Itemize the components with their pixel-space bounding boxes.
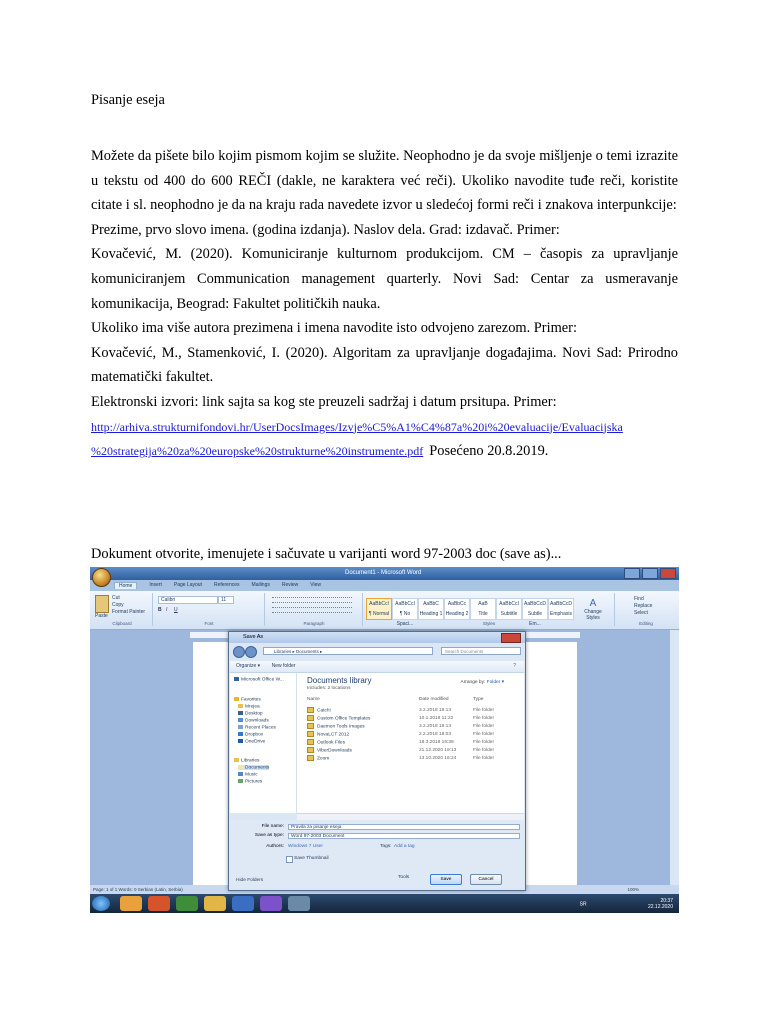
maximize-button[interactable] — [642, 568, 658, 579]
close-button[interactable] — [660, 568, 676, 579]
style-title[interactable]: AaB Title — [470, 598, 496, 620]
nav-dropbox[interactable]: Dropbox — [238, 732, 263, 737]
tab-references[interactable]: References — [213, 582, 240, 588]
file-row[interactable]: ViberDownloads 21.12.2020 19:13 File folder — [307, 747, 520, 755]
horizontal-scrollbar[interactable] — [297, 813, 524, 820]
file-row[interactable]: Custom Office Templates 10.1.2018 11:22 File folder — [307, 715, 520, 723]
hide-folders-button[interactable]: Hide Folders — [236, 878, 264, 883]
save-thumbnail-label: Save Thumbnail — [294, 856, 329, 861]
organize-button[interactable]: Organize ▾ — [236, 663, 261, 669]
arrange-by[interactable]: Arrange by: Folder ▾ — [460, 680, 504, 685]
folder-icon — [307, 739, 314, 745]
tab-home[interactable]: Home — [114, 582, 137, 589]
nav-desktop[interactable]: Desktop — [238, 711, 263, 716]
tray-time: 20:37 — [660, 898, 673, 904]
style-heading-2[interactable]: AaBbCc Heading 2 — [444, 598, 470, 620]
window-controls — [624, 568, 676, 579]
nav-pictures[interactable]: Pictures — [238, 779, 262, 784]
change-styles-icon: A — [589, 598, 597, 609]
styles-label: Styles — [482, 621, 496, 626]
dialog-titlebar — [229, 632, 525, 643]
paragraph-label: Paragraph — [303, 621, 325, 626]
source-link-line-1[interactable]: http://arhiva.strukturnifondovi.hr/UserDocsImages/Izvje%C5%A1%C4%87a%20i%20evaluacije/Evaluacijska — [91, 419, 623, 434]
file-row[interactable]: Zoom 13.10.2020 16:24 File folder — [307, 755, 520, 763]
save-fields — [230, 820, 524, 888]
paragraph-electronic-sources: Elektronski izvori: link sajta sa kog ste preuzeli sadržaj i datum prsitupa. Primer: — [91, 393, 557, 410]
recent-places-icon — [238, 725, 243, 729]
dialog-navigation — [233, 646, 521, 658]
nav-favorites[interactable]: Favorites — [234, 697, 261, 702]
back-icon[interactable] — [233, 646, 245, 658]
office-icon — [234, 677, 239, 681]
column-date[interactable]: Date modified — [419, 697, 449, 702]
nav-recent-places[interactable]: Recent Places — [238, 725, 276, 730]
excel-icon[interactable] — [176, 896, 198, 911]
copy-button[interactable]: Copy — [112, 602, 124, 608]
document-body — [91, 144, 678, 464]
explorer-icon[interactable] — [204, 896, 226, 911]
style-emphasis[interactable]: AaBbCcD Emphasis — [548, 598, 574, 620]
find-button[interactable]: Find — [634, 596, 644, 602]
star-icon — [234, 697, 239, 701]
pictures-icon — [238, 779, 243, 783]
tray-date: 22.12.2020 — [647, 904, 673, 910]
list-icons[interactable] — [272, 597, 352, 603]
library-includes[interactable]: Includes: 2 locations — [307, 686, 351, 691]
library-title: Documents library — [307, 676, 372, 685]
system-tray — [580, 898, 673, 910]
clipboard-group — [92, 593, 153, 626]
paragraph-save-instruction: Dokument otvorite, imenujete i sačuvate u varijanti word 97-2003 doc (save as)... — [91, 546, 562, 562]
replace-button[interactable]: Replace — [634, 603, 653, 609]
clipboard-label: Clipboard — [112, 621, 132, 626]
chrome-icon[interactable] — [120, 896, 142, 911]
format-painter-button[interactable]: Format Painter — [112, 609, 146, 615]
file-row[interactable]: Catch! 3.2.2018 19:13 File folder — [307, 707, 520, 715]
file-row[interactable]: Outlook Files 18.3.2018 16:39 File folder — [307, 739, 520, 747]
nav-onedrive[interactable]: OneDrive — [238, 739, 265, 744]
app-icon[interactable] — [288, 896, 310, 911]
cut-button[interactable]: Cut — [112, 595, 120, 601]
paragraph-citation-format: Prezime, prvo slovo imena. (godina izdanja). Naslov dela. Grad: izdavač. Primer: — [91, 221, 560, 238]
editing-label: Editing — [639, 621, 653, 626]
minimize-button[interactable] — [624, 568, 640, 579]
underline-icon[interactable]: U — [174, 607, 178, 613]
paragraph-intro: Možete da pišete bilo kojim pismom kojim se služite. Neophodno je da svoje mišljenje o temi izrazite u tekstu od 400 do 600 REČI (dakle, ne karaktera već reči). Ukoliko navodite tuđe reči, koristite citate i sl. neophodno je da na kraju rada navedete izvor u sledećoj formi reči i znakova interpunkcije: — [91, 148, 678, 214]
italic-icon[interactable]: I — [166, 607, 168, 613]
tab-view[interactable]: View — [310, 582, 322, 588]
tags-value[interactable]: Add a tag — [394, 844, 415, 849]
paragraph-example-2: Kovačević, M., Stamenković, I. (2020). Algoritam za upravljanje događajima. Novi Sad: Prirodno matematički fakultet. — [91, 344, 678, 386]
dialog-title: Save As — [243, 634, 264, 640]
viber-icon[interactable] — [260, 896, 282, 911]
select-button[interactable]: Select — [634, 610, 648, 616]
change-styles-button[interactable]: A Change Styles — [578, 598, 608, 621]
file-row[interactable]: NovaLCT 2012 2.2.2018 18:03 File folder — [307, 731, 520, 739]
dropbox-icon — [238, 732, 243, 736]
word-screenshot — [90, 567, 679, 913]
office-button[interactable] — [92, 568, 111, 587]
column-name[interactable]: Name — [307, 697, 320, 702]
tab-review[interactable]: Review — [281, 582, 299, 588]
folder-icon — [307, 715, 314, 721]
folder-icon — [307, 731, 314, 737]
folder-icon — [307, 707, 314, 713]
paragraph-link — [91, 415, 678, 464]
styles-group — [364, 593, 615, 626]
source-link-line-2[interactable]: %20strategija%20za%20europske%20strukturne%20instrumente.pdf — [91, 444, 424, 459]
dialog-close-button[interactable] — [501, 633, 521, 643]
onedrive-icon — [238, 739, 243, 743]
paragraph-example-1: Kovačević, M. (2020). Komuniciranje kulturnom produkcijom. CM – časopis za upravljanje komuniciranjem Communication management quarterly. Novi Sad: Centar za usmeravanje komunikacija, Beograd: Fakultet političkih nauka. — [91, 246, 678, 312]
downloads-icon — [238, 718, 243, 722]
window-title: Document1 - Microsoft Word — [345, 570, 422, 576]
tray-language[interactable]: SR — [579, 901, 587, 908]
music-icon — [238, 772, 243, 776]
navigation-pane — [230, 673, 297, 813]
style-subtitle[interactable]: AaBbCcI Subtitle — [496, 598, 522, 620]
file-name-label: File name: — [261, 824, 284, 829]
visited-date: Posećeno 20.8.2019. — [429, 443, 549, 460]
style-no-spacing[interactable]: AaBbCcI ¶ No Spaci... — [392, 598, 418, 620]
address-bar[interactable]: Libraries ▸ Documents ▸ — [263, 647, 433, 655]
file-row[interactable]: Daemon Tools Images 3.2.2018 19:13 File folder — [307, 723, 520, 731]
font-group — [154, 593, 265, 626]
nav-documents[interactable]: Documents — [238, 765, 269, 770]
desktop-icon — [238, 711, 243, 715]
folder-icon — [307, 747, 314, 753]
word-titlebar — [90, 567, 679, 580]
file-name-input[interactable]: Pravila za pisanje eseja — [288, 824, 520, 830]
authors-label: Authors: — [266, 844, 284, 849]
paste-icon[interactable] — [95, 595, 109, 613]
authors-value[interactable]: Windows 7 User — [288, 844, 323, 849]
powerpoint-icon[interactable] — [148, 896, 170, 911]
nav-music[interactable]: Music — [238, 772, 258, 777]
paragraph-group — [266, 593, 363, 626]
alignment-icons[interactable] — [272, 607, 352, 613]
cancel-button[interactable]: Cancel — [470, 874, 502, 885]
paragraph-multiple-authors: Ukoliko ima više autora prezimena i imena navodite isto odvojeno zarezom. Primer: — [91, 320, 577, 337]
search-input[interactable]: Search Documents — [441, 647, 521, 655]
save-type-label: Save as type: — [254, 833, 284, 838]
tags-label: Tags: — [380, 844, 392, 849]
column-type[interactable]: Type — [473, 697, 484, 702]
new-folder-button[interactable]: New folder — [271, 663, 296, 669]
save-button[interactable]: Save — [430, 874, 462, 885]
documents-icon — [238, 765, 243, 769]
dialog-command-bar — [230, 661, 524, 673]
ribbon-tabs — [114, 582, 321, 589]
folder-icon — [307, 755, 314, 761]
word-icon[interactable] — [232, 896, 254, 911]
paste-label[interactable]: Paste — [95, 613, 108, 619]
font-label: Font — [204, 621, 214, 626]
save-thumbnail-checkbox[interactable] — [286, 856, 293, 863]
nav-downloads[interactable]: Downloads — [238, 718, 269, 723]
vertical-scrollbar[interactable] — [670, 630, 679, 897]
editing-group — [616, 593, 676, 626]
folder-icon — [238, 704, 243, 708]
start-button-icon[interactable] — [92, 896, 110, 911]
tab-insert[interactable]: Insert — [149, 582, 162, 588]
font-size-select[interactable]: 11 — [218, 596, 234, 604]
taskbar — [90, 894, 679, 913]
libraries-icon — [234, 758, 239, 762]
file-pane — [297, 673, 524, 813]
tab-mailings[interactable]: Mailings — [251, 582, 270, 588]
zoom-level[interactable]: 100% — [627, 887, 639, 892]
ribbon — [90, 591, 679, 630]
nav-libraries[interactable]: Libraries — [234, 758, 259, 763]
bold-icon[interactable]: B — [158, 607, 162, 613]
folder-icon — [307, 723, 314, 729]
help-icon[interactable]: ? — [513, 663, 516, 669]
tools-button[interactable]: Tools — [398, 875, 410, 880]
status-text: Page: 1 of 1 Words: 0 Serbian (Latin, Serbia) — [93, 887, 183, 892]
nav-office[interactable]: Microsoft Office W... — [234, 677, 284, 682]
style-subtle-emphasis[interactable]: AaBbCcD Subtle Em... — [522, 598, 548, 620]
save-as-dialog — [228, 631, 526, 891]
tab-page-layout[interactable]: Page Layout — [173, 582, 202, 588]
forward-icon[interactable] — [245, 646, 257, 658]
font-name-select[interactable]: Calibri — [158, 596, 218, 604]
nav-mrejea[interactable]: Mrejea — [238, 704, 260, 709]
save-type-select[interactable]: Word 97-2003 Document — [288, 833, 520, 839]
style-heading-1[interactable]: AaBbC Heading 1 — [418, 598, 444, 620]
column-headers — [307, 697, 520, 704]
document-title: Pisanje eseja — [91, 92, 165, 108]
style-normal[interactable]: AaBbCcI ¶ Normal — [366, 598, 392, 620]
